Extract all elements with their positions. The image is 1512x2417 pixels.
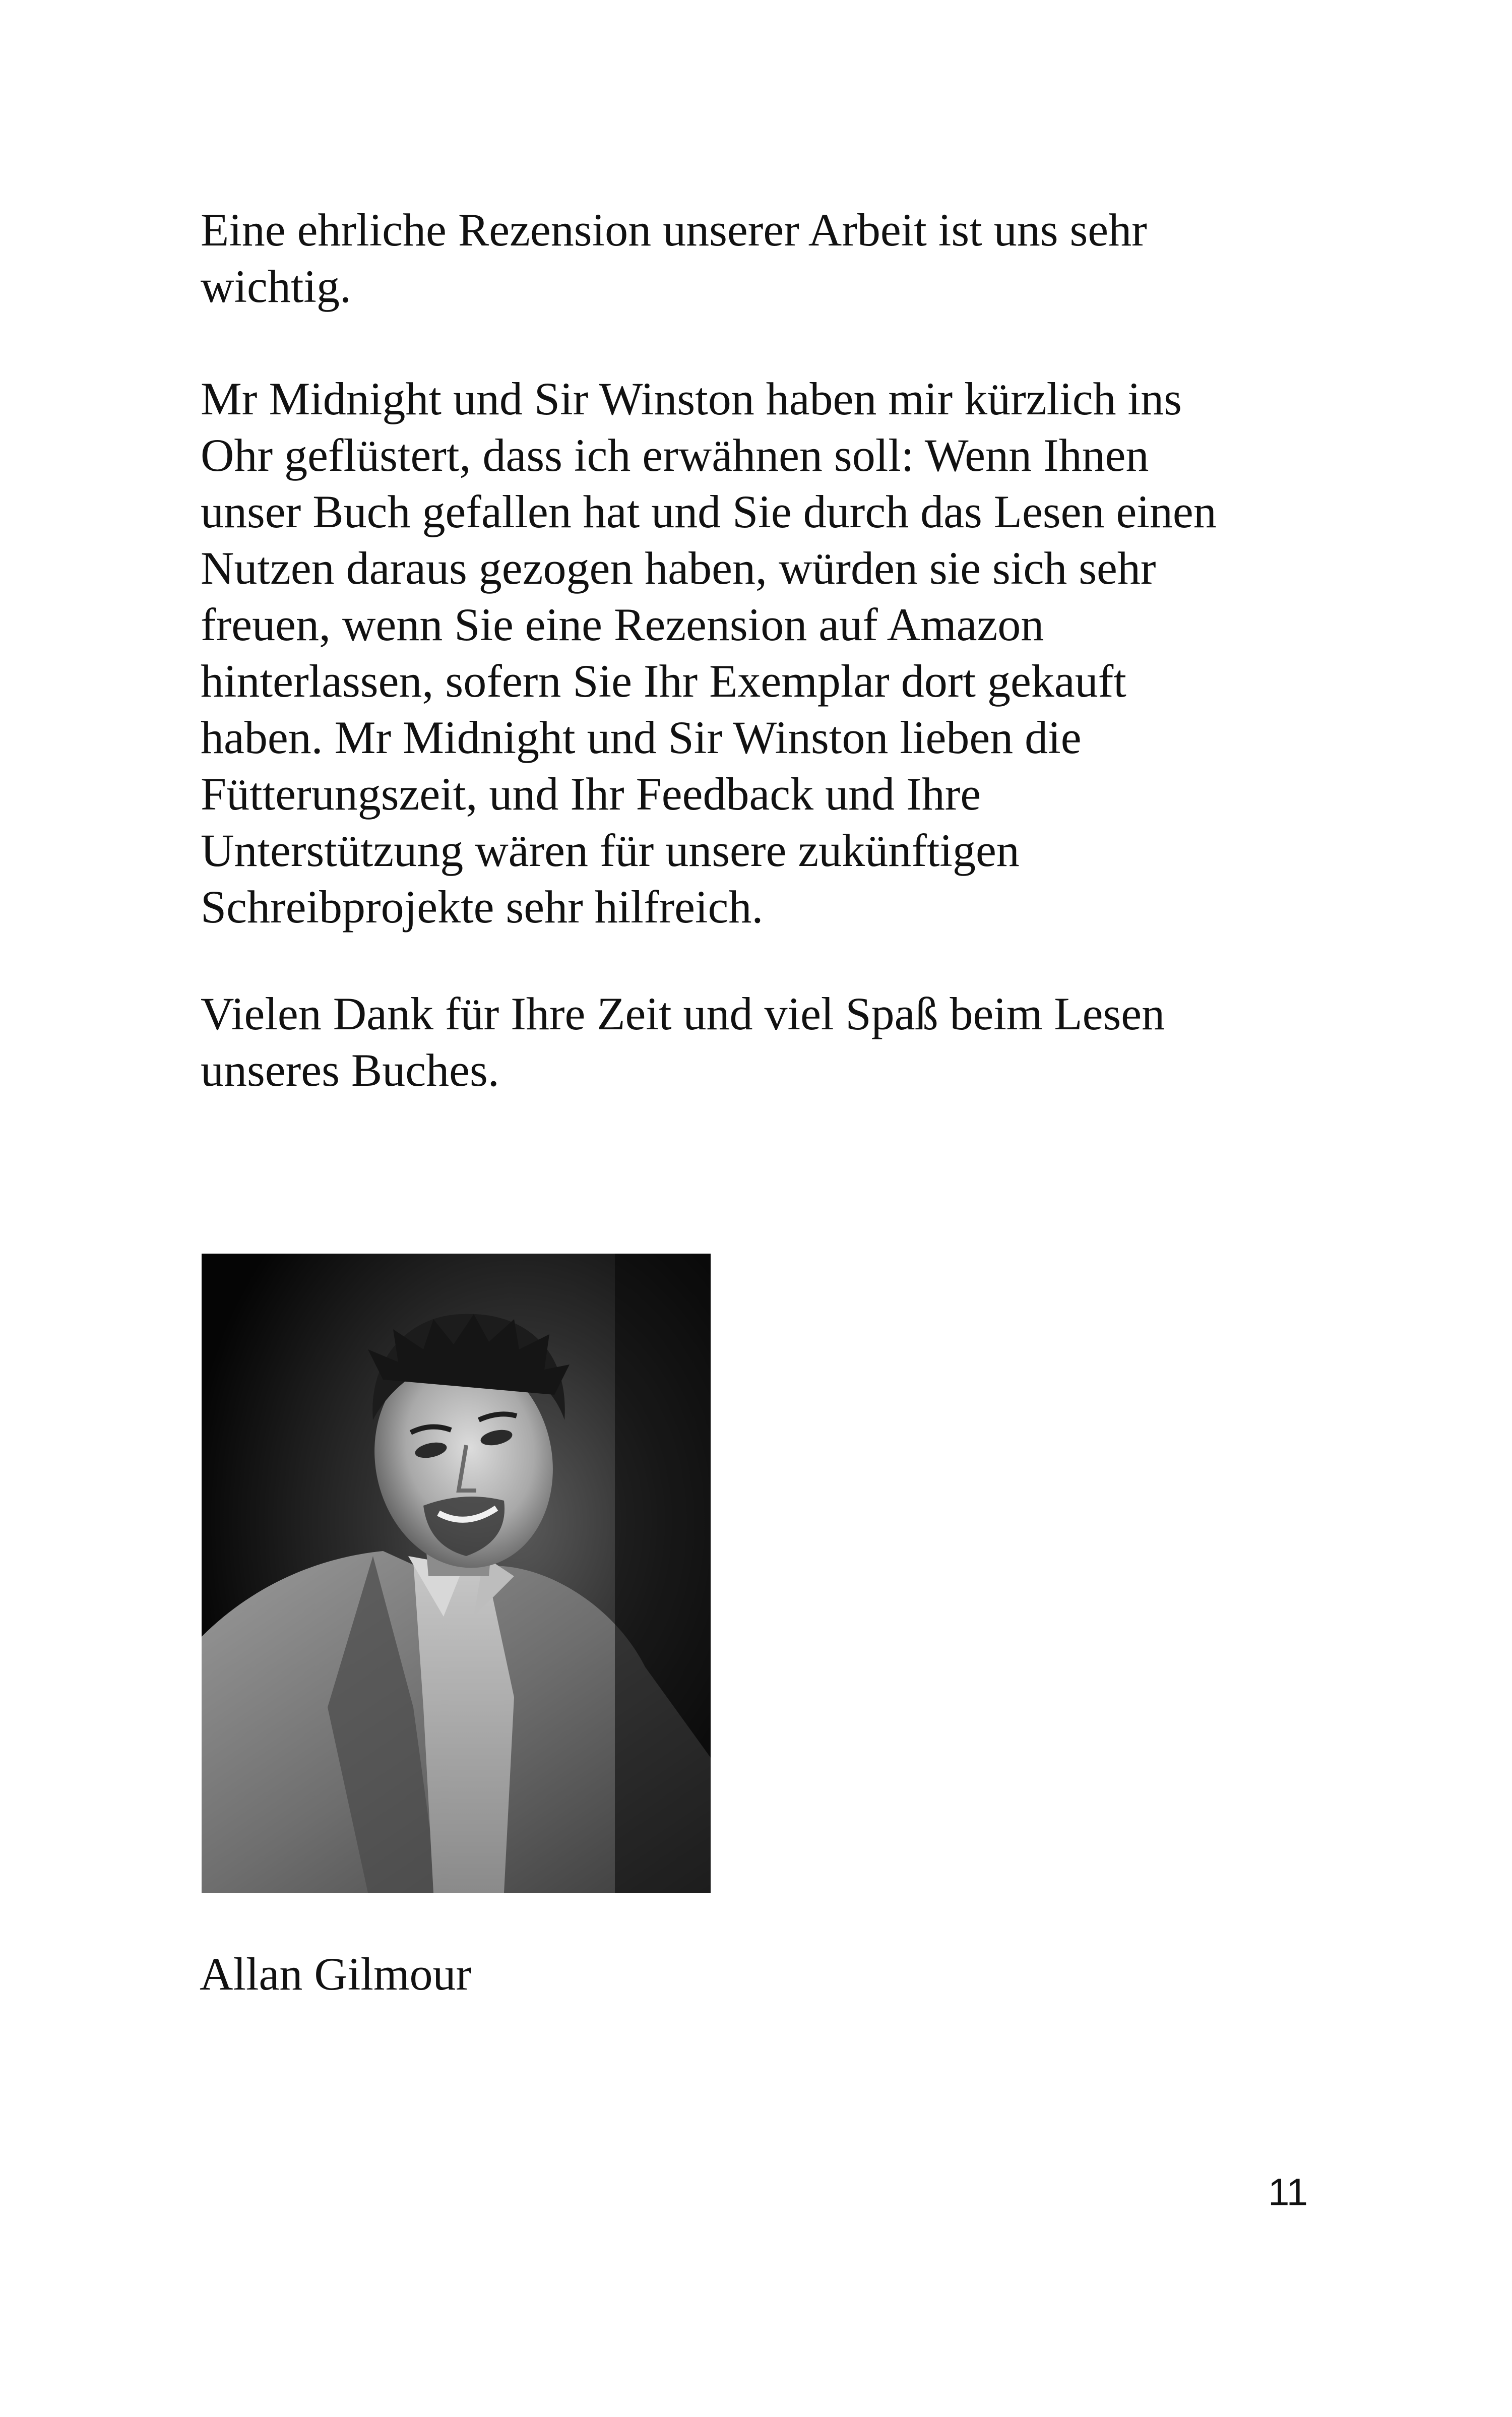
text-line: Nutzen daraus gezogen haben, würden sie sich sehr <box>201 542 1156 594</box>
author-photo <box>202 1254 711 1893</box>
paragraph-amazon-review <box>201 370 1340 935</box>
text-line: unser Buch gefallen hat und Sie durch das Lesen einen <box>201 486 1217 537</box>
text-line: Eine ehrliche Rezension unserer Arbeit ist uns sehr <box>201 204 1147 256</box>
text-line: Fütterungszeit, und Ihr Feedback und Ihre <box>201 768 981 820</box>
text-line: freuen, wenn Sie eine Rezension auf Amazon <box>201 599 1044 650</box>
text-line: unseres Buches. <box>201 1044 499 1096</box>
text-line: wichtig. <box>201 261 351 312</box>
text-line: Vielen Dank für Ihre Zeit und viel Spaß beim Lesen <box>201 988 1165 1039</box>
text-line: hinterlassen, sofern Sie Ihr Exemplar dort gekauft <box>201 655 1126 707</box>
text-line: Unterstützung wären für unsere zukünftigen <box>201 825 1020 876</box>
text-line: Ohr geflüstert, dass ich erwähnen soll: Wenn Ihnen <box>201 429 1149 481</box>
paragraph-review-request <box>201 202 1340 315</box>
author-portrait-icon <box>202 1254 711 1893</box>
text-line: Mr Midnight und Sir Winston haben mir kürzlich ins <box>201 373 1182 424</box>
paragraph-thanks <box>201 985 1340 1098</box>
text-line: Schreibprojekte sehr hilfreich. <box>201 881 764 933</box>
author-name: Allan Gilmour <box>200 1948 472 2000</box>
page-number: 11 <box>1268 2171 1308 2214</box>
text-line: haben. Mr Midnight und Sir Winston lieben die <box>201 712 1082 763</box>
